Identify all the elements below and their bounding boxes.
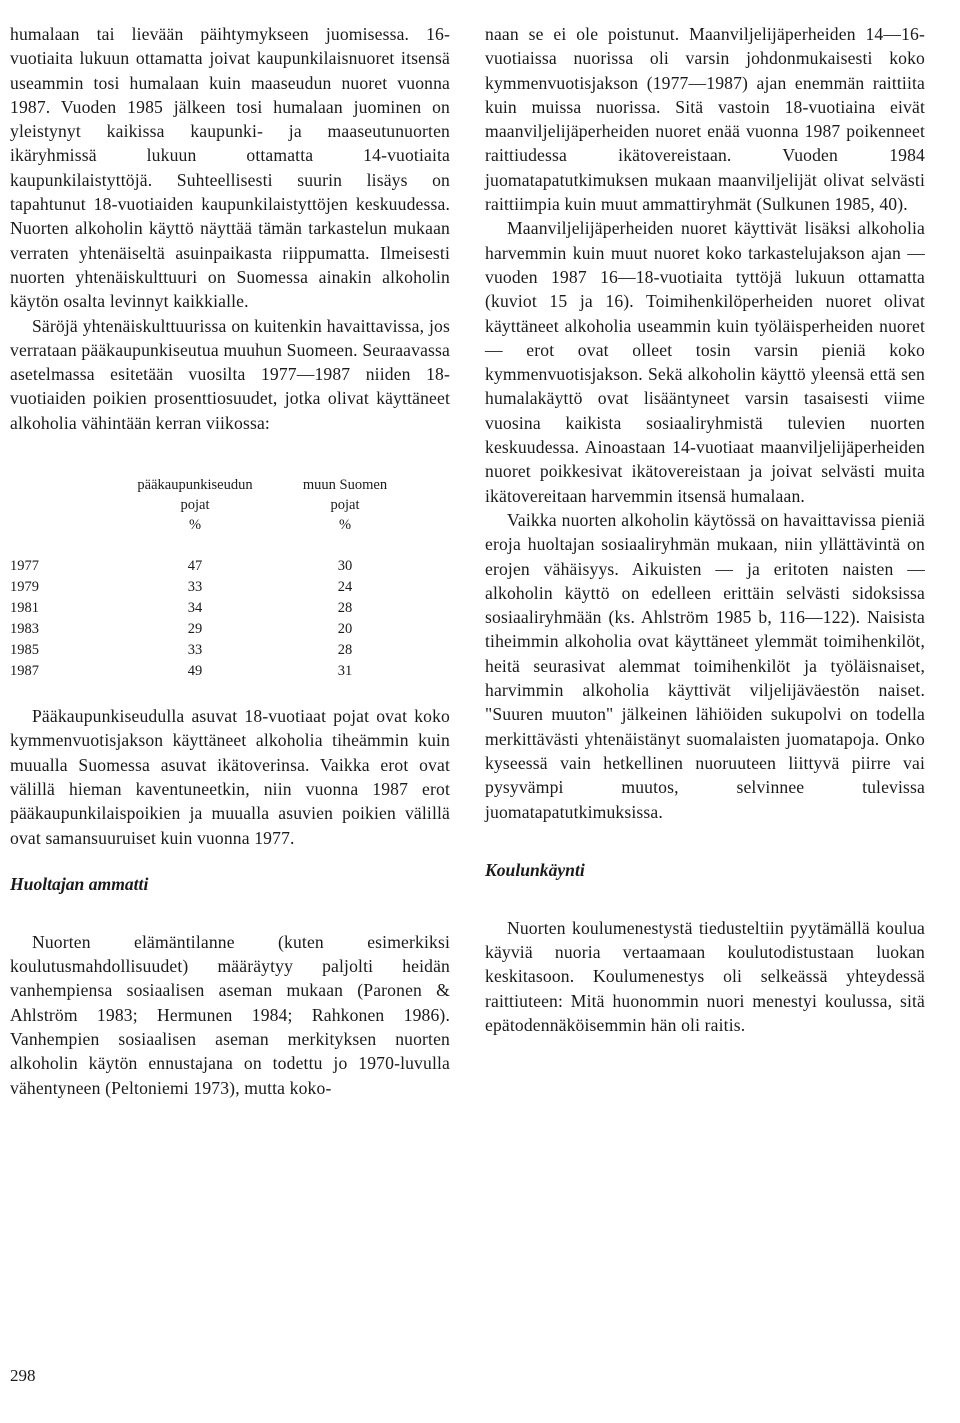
right-column [485, 22, 925, 1037]
table-year: 1977 [10, 558, 39, 575]
right-paragraph-3: Vaikka nuorten alkoholin käytössä on havaittavissa pieniä eroja huoltajan sosiaaliryhmän mukaan, niin yllättävintä on erojen vähäisyys. Aikuisten — ja eritoten naisten — alkoholin käyttö on edelleen erittäin selvästi sidoksissa sosiaaliryhmään (ks. Ahlström 1985 b, 116—122). Naisista tiheimmin alkoholia ovat käyttäneet ylemmät toimihenkilöt, heitä seurasivat alemmat toimihenkilöt ja työläisnaiset, harvimmin alkoholia käyttivät viljelijäväestön naiset. "Suuren muuton" jälkeinen lähiöiden sukupolvi on todella merkittävästi yhtenäistänyt suomalaisten juomatapoja. Onko kyseessä vain hetkellinen nuoruuteen liittyvä piirre vai pysyvämpi muutos, selvinnee tulevissa juomatapatutkimuksissa. [485, 509, 925, 822]
col2-header-line3: % [338, 517, 352, 534]
table-rest-value: 20 [337, 621, 353, 638]
table-year: 1985 [10, 642, 39, 659]
section-heading-koulunkaynti: Koulunkäynti [485, 859, 585, 880]
right-paragraph-2: Maanviljelijäperheiden nuoret käyttivät lisäksi alkoholia harvemmin kuin muut nuoret koko tarkastelujakson ajan — vuoden 1987 16—18-vuotiaita tyttöjä lukuun ottamatta (kuviot 15 ja 16). Toimihenkilöperheiden nuoret olivat käyttäneet alkoholia useammin kuin työläisperheiden nuoret — erot ovat olleet tosin varsin pieniä koko kymmenvuotisjakson. Sekä alkoholin käyttö yleensä että sen humalakäyttö ovat lisääntyneet varsin tasaisesti viime vuosina kaikista sosiaaliryhmistä tulevien nuorten keskuudessa. Ainoastaan 14-vuotiaat maanviljelijäperheiden nuoret poikkesivat ikätovereistaan ja joivat selvästi muita ikätovereitaan harvemmin itsensä humalaan. [485, 218, 925, 506]
right-paragraph-1: naan se ei ole poistunut. Maanviljelijäperheiden 14—16-vuotiaissa nuorissa oli varsin johdonmukaisesti koko kymmenvuotisjakson (1977—1987) ajan enemmän raittiita kuin muissa nuorissa. Sitä vastoin 18-vuotiaina eivät maanviljelijäperheiden nuoret enää vuonna 1987 poikenneet raittiudessa ikätovereistaan. Vuoden 1984 juomatapatutkimuksen mukaan maanviljelijät olivat selvästi raittiimpia kuin muut ammattiryhmät (Sulkunen 1985, 40). [485, 24, 925, 215]
left-column [10, 22, 450, 1100]
left-paragraph-2: Säröjä yhtenäiskulttuurissa on kuitenkin havaittavissa, jos verrataan pääkaupunkiseutua muuhun Suomeen. Seuraavassa asetelmassa esitetään vuosilta 1977—1987 niiden 18-vuotiaiden poikien prosenttiosuudet, jotka olivat käyttäneet alkoholia vähintään kerran viikossa: [10, 315, 450, 433]
col1-header-line1: pääkaupunkiseudun [137, 477, 253, 494]
table-rest-value: 30 [337, 558, 353, 575]
section-heading-huoltajan-ammatti: Huoltajan ammatti [10, 873, 149, 894]
table-rest-value: 24 [337, 579, 353, 596]
table-row [10, 556, 420, 577]
col2-header-line1: muun Suomen [302, 477, 388, 494]
table-rest-value: 28 [337, 600, 353, 617]
table-capital-value: 33 [187, 579, 203, 596]
table-row [10, 619, 420, 640]
table-capital-value: 49 [187, 663, 203, 680]
table-capital-value: 29 [187, 621, 203, 638]
col2-header-line2: pojat [330, 497, 360, 514]
left-paragraph-1: humalaan tai lievään päihtymykseen juomisessa. 16-vuotiaita lukuun ottamatta joivat kaupunkilaisnuoret itsensä useammin tosi humalaan kuin maaseudun nuoret vuonna 1987. Vuoden 1985 jälkeen tosi humalaan juominen on yleistynyt kaikissa kaupunki- ja maaseutunuorten ikäryhmissä lukuun ottamatta 14-vuotiaita kaupunkilaistyttöjä. Suhteellisesti suurin lisäys on tapahtunut 18-vuotiaiden kaupunkilaistyttöjen keskuudessa. Nuorten alkoholin käyttö näyttää tämän tarkastelun mukaan verraten yhtenäiseltä asuinpaikasta riippumatta. Ilmeisesti nuorten yhtenäiskulttuuri on Suomessa ainakin alkoholin käytön osalta levinnyt kaikkialle. [10, 24, 450, 312]
table-year: 1981 [10, 600, 39, 617]
table-rest-value: 28 [337, 642, 353, 659]
page-number: 298 [10, 1366, 36, 1385]
table-capital-value: 47 [187, 558, 203, 575]
table-row [10, 640, 420, 661]
table-rest-value: 31 [337, 663, 353, 680]
col1-header-line2: pojat [180, 497, 210, 514]
right-paragraph-4: Nuorten koulumenestystä tiedusteltiin pyytämällä koulua käyviä nuoria vertaamaan koulutodistustaan luokan keskitasoon. Koulumenestys oli selkeässä yhteydessä raittiuteen: Mitä huonommin nuori menestyi koulussa, sitä epätodennäköisemmin hän oli raitis. [485, 917, 925, 1035]
left-paragraph-3: Pääkaupunkiseudulla asuvat 18-vuotiaat pojat ovat koko kymmenvuotisjakson käyttäneet alkoholia tiheämmin kuin muualla Suomessa asuvat ikätoverinsa. Vaikka erot ovat välillä hieman kaventuneetkin, niin vuonna 1987 erot pääkaupunkilaispoikien ja muualla asuvien poikien välillä ovat samansuuruiset kuin vuonna 1977. [10, 706, 450, 848]
left-paragraph-4: Nuorten elämäntilanne (kuten esimerkiksi koulutusmahdollisuudet) määräytyy paljolti heidän vanhempiensa sosiaalisen aseman mukaan (Paronen & Ahlström 1983; Hermunen 1984; Rahkonen 1986). Vanhempien sosiaalisen aseman merkityksen nuorten alkoholin käytön ennustajana on todettu jo 1970-luvulla vähentyneen (Peltoniemi 1973), mutta koko- [10, 931, 450, 1098]
table-capital-value: 33 [187, 642, 203, 659]
table-year: 1979 [10, 579, 39, 596]
table-capital-value: 34 [187, 600, 203, 617]
table-row [10, 661, 420, 682]
table-year: 1987 [10, 663, 39, 680]
table-row [10, 598, 420, 619]
col1-header-line3: % [188, 517, 202, 534]
alcohol-use-table [10, 475, 420, 682]
table-year: 1983 [10, 621, 39, 638]
table-row [10, 577, 420, 598]
table-header-row [10, 475, 420, 495]
